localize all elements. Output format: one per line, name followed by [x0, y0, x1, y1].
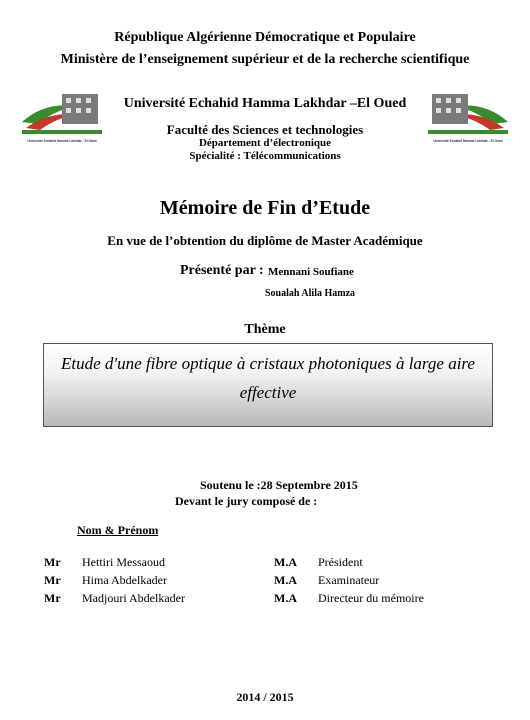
logo-caption-left: Université Echahid Hamma Lakhdar - El Oued — [27, 139, 97, 143]
jury-name-3: Madjouri Abdelkader — [82, 591, 185, 605]
republic-heading: République Algérienne Démocratique et Populaire — [114, 30, 416, 45]
document-title: Mémoire de Fin d’Etude — [159, 197, 371, 219]
jury-grade-1: M.A — [274, 555, 297, 569]
jury-name-2: Hima Abdelkader — [82, 573, 167, 587]
jury-title-3: Mr — [44, 591, 61, 605]
logo-caption-right: Université Echahid Hamma Lakhdar - El Oued — [433, 139, 503, 143]
jury-title-1: Mr — [44, 555, 61, 569]
theme-box — [43, 343, 493, 427]
ministry-heading: Ministère de l’enseignement supérieur et de la recherche scientifique — [60, 52, 470, 67]
jury-name-1: Hettiri Messaoud — [82, 555, 165, 569]
theme-label: Thème — [244, 322, 286, 337]
faculty-heading: Faculté des Sciences et technologies — [166, 122, 364, 137]
name-column-header: Nom & Prénom — [77, 523, 159, 537]
jury-grade-3: M.A — [274, 591, 297, 605]
student-name-2: Soualah Alila Hamza — [265, 288, 356, 299]
jury-role-3: Directeur du mémoire — [318, 591, 424, 605]
specialty-heading: Spécialité : Télécommunications — [189, 150, 341, 162]
jury-grade-2: M.A — [274, 573, 297, 587]
theme-text: Etude d'une fibre optique à cristaux photoniques à large aire effective — [61, 354, 475, 402]
jury-role-2: Examinateur — [318, 573, 380, 587]
presented-by-label: Présenté par : — [180, 263, 264, 278]
university-heading: Université Echahid Hamma Lakhdar –El Oued — [123, 96, 407, 111]
jury-role-1: Président — [318, 555, 363, 569]
academic-year: 2014 / 2015 — [236, 690, 294, 704]
defense-date: Soutenu le :28 Septembre 2015 — [200, 478, 358, 492]
department-heading: Département d’électronique — [198, 137, 332, 149]
student-name-1: Mennani Soufiane — [268, 266, 354, 278]
jury-title-2: Mr — [44, 573, 61, 587]
document-purpose: En vue de l’obtention du diplôme de Master Académique — [107, 233, 423, 248]
jury-intro: Devant le jury composé de : — [175, 494, 318, 508]
